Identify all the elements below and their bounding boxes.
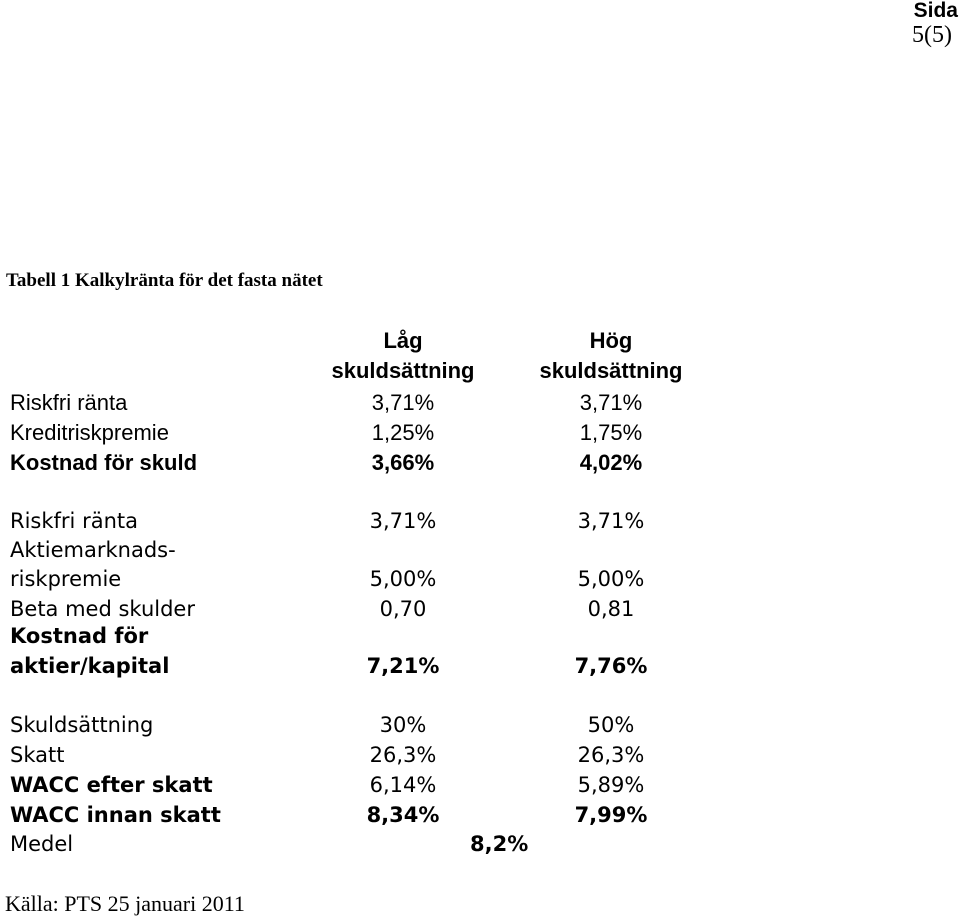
- cell-low: 30%: [379, 713, 427, 737]
- cell-low: 1,25%: [371, 420, 435, 445]
- table-row: [0, 418, 960, 448]
- row-label: Kostnad för skuld: [10, 450, 198, 475]
- cell-high: 5,89%: [577, 773, 645, 797]
- table-row-average: [0, 829, 960, 859]
- cell-low: 7,21%: [366, 654, 440, 678]
- cell-low: 3,71%: [369, 509, 437, 533]
- cell-high: 50%: [587, 713, 635, 737]
- row-label: Riskfri ränta: [10, 509, 138, 533]
- column-header-high-line2: skuldsättning: [539, 358, 683, 383]
- cell-high: 5,00%: [577, 567, 645, 591]
- cell-high: 1,75%: [579, 420, 643, 445]
- table-row: [0, 621, 960, 651]
- table-row: [0, 564, 960, 594]
- row-label: Skuldsättning: [10, 713, 154, 737]
- row-label: WACC efter skatt: [10, 773, 213, 797]
- table-row: [0, 740, 960, 770]
- cell-low: 26,3%: [369, 743, 437, 767]
- row-label: riskpremie: [10, 567, 122, 591]
- column-header-low-debt: [300, 326, 506, 386]
- table-row: [0, 594, 960, 624]
- column-header-low-line1: Låg: [383, 328, 423, 353]
- table-row: [0, 651, 960, 681]
- table-row: [0, 506, 960, 536]
- cell-high: 26,3%: [577, 743, 645, 767]
- cell-high: 3,71%: [577, 509, 645, 533]
- table-row: [0, 535, 960, 565]
- column-header-high-line1: Hög: [589, 328, 633, 353]
- row-label: Beta med skulder: [10, 597, 195, 621]
- row-label: Medel: [10, 832, 74, 856]
- cell-low: 5,00%: [369, 567, 437, 591]
- table-title: Tabell 1 Kalkylränta för det fasta nätet: [6, 270, 323, 291]
- table-row: [0, 388, 960, 418]
- average-value: 8,2%: [470, 832, 529, 856]
- cell-high: 0,81: [587, 597, 635, 621]
- cell-low: 6,14%: [369, 773, 437, 797]
- table-row: [0, 770, 960, 800]
- column-header-low-line2: skuldsättning: [331, 358, 475, 383]
- column-header-high-debt: [508, 326, 714, 386]
- row-label: Skatt: [10, 743, 65, 767]
- page-label: Sida: [913, 0, 958, 22]
- table-row: [0, 800, 960, 830]
- table-row: [0, 448, 960, 478]
- source-note: Källa: PTS 25 januari 2011: [5, 891, 245, 916]
- table-row: [0, 710, 960, 740]
- cell-low: 0,70: [379, 597, 427, 621]
- cell-low: 3,66%: [371, 450, 435, 475]
- row-label: Kostnad för: [10, 624, 149, 648]
- cell-low: 3,71%: [371, 390, 435, 415]
- row-label: WACC innan skatt: [10, 803, 221, 827]
- cell-high: 3,71%: [579, 390, 643, 415]
- cell-high: 7,76%: [574, 654, 648, 678]
- cell-high: 4,02%: [579, 450, 643, 475]
- page-number: 5(5): [912, 22, 952, 48]
- cell-high: 7,99%: [574, 803, 648, 827]
- row-label: Riskfri ränta: [10, 390, 128, 415]
- row-label: Kreditriskpremie: [10, 420, 169, 445]
- row-label: Aktiemarknads-: [10, 538, 176, 562]
- cell-low: 8,34%: [366, 803, 440, 827]
- row-label: aktier/kapital: [10, 654, 170, 678]
